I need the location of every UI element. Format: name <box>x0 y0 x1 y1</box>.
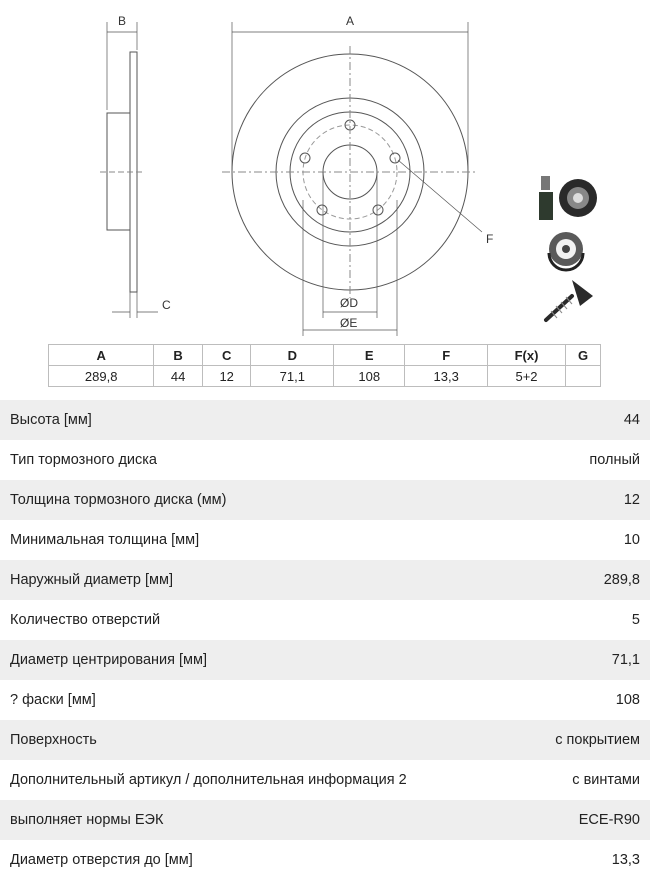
label-f: F <box>486 232 494 246</box>
spec-value: 108 <box>615 692 640 708</box>
spec-value: с покрытием <box>555 732 640 748</box>
brake-disc-info-icon <box>539 176 597 220</box>
label-b: B <box>118 14 127 28</box>
dimensions-header-row <box>49 345 601 366</box>
spec-label: Поверхность <box>10 732 97 748</box>
dim-header-e: E <box>334 345 405 366</box>
spec-value: 13,3 <box>611 852 640 868</box>
label-d: ØD <box>340 296 358 310</box>
dim-header-b: B <box>154 345 203 366</box>
dim-value-fx: 5+2 <box>488 366 566 387</box>
spec-row <box>0 560 650 600</box>
dim-value-e: 108 <box>334 366 405 387</box>
spec-label: выполняет нормы ЕЭК <box>10 812 164 828</box>
spec-value: полный <box>589 452 640 468</box>
screw-icon <box>546 280 593 320</box>
disc-side-view <box>100 22 158 318</box>
spec-value: 12 <box>623 492 640 508</box>
spec-row <box>0 440 650 480</box>
spec-row <box>0 760 650 800</box>
spec-label: Диаметр центрирования [мм] <box>10 652 208 668</box>
spec-row <box>0 640 650 680</box>
dim-value-b: 44 <box>154 366 203 387</box>
dim-header-c: C <box>202 345 251 366</box>
spec-label: Диаметр отверстия до [мм] <box>10 852 193 868</box>
spec-row <box>0 680 650 720</box>
dim-value-a: 289,8 <box>49 366 154 387</box>
disc-front-view <box>222 22 482 336</box>
spec-label: ? фаски [мм] <box>10 692 96 708</box>
spec-label: Минимальная толщина [мм] <box>10 532 200 548</box>
spec-label: Высота [мм] <box>10 412 92 428</box>
spec-row <box>0 520 650 560</box>
spec-row <box>0 400 650 440</box>
dim-value-g <box>566 366 601 387</box>
brake-disc-coated-icon <box>549 232 583 270</box>
dim-header-f: F <box>405 345 488 366</box>
dim-value-f: 13,3 <box>405 366 488 387</box>
spec-row <box>0 800 650 840</box>
spec-value: 5 <box>631 612 640 628</box>
spec-value: 10 <box>623 532 640 548</box>
spec-value: с винтами <box>572 772 640 788</box>
label-c: C <box>162 298 171 312</box>
spec-row <box>0 600 650 640</box>
label-e: ØE <box>340 316 358 330</box>
spec-value: 44 <box>623 412 640 428</box>
spec-label: Дополнительный артикул / дополнительная информация 2 <box>10 772 407 788</box>
specifications-list <box>0 400 650 880</box>
label-a: A <box>346 14 355 28</box>
dim-header-fx: F(x) <box>488 345 566 366</box>
brake-disc-technical-drawing <box>0 0 650 340</box>
spec-label: Толщина тормозного диска (мм) <box>10 492 227 508</box>
spec-row <box>0 840 650 880</box>
dim-value-c: 12 <box>202 366 251 387</box>
spec-value: 71,1 <box>611 652 640 668</box>
spec-row <box>0 480 650 520</box>
spec-value: ECE-R90 <box>578 812 640 828</box>
dim-header-a: A <box>49 345 154 366</box>
spec-row <box>0 720 650 760</box>
dimensions-value-row <box>49 366 601 387</box>
spec-value: 289,8 <box>603 572 640 588</box>
spec-label: Наружный диаметр [мм] <box>10 572 174 588</box>
dim-header-g: G <box>566 345 601 366</box>
spec-label: Тип тормозного диска <box>10 452 157 468</box>
dim-header-d: D <box>251 345 334 366</box>
spec-label: Количество отверстий <box>10 612 161 628</box>
dimensions-table <box>48 344 601 387</box>
dim-value-d: 71,1 <box>251 366 334 387</box>
